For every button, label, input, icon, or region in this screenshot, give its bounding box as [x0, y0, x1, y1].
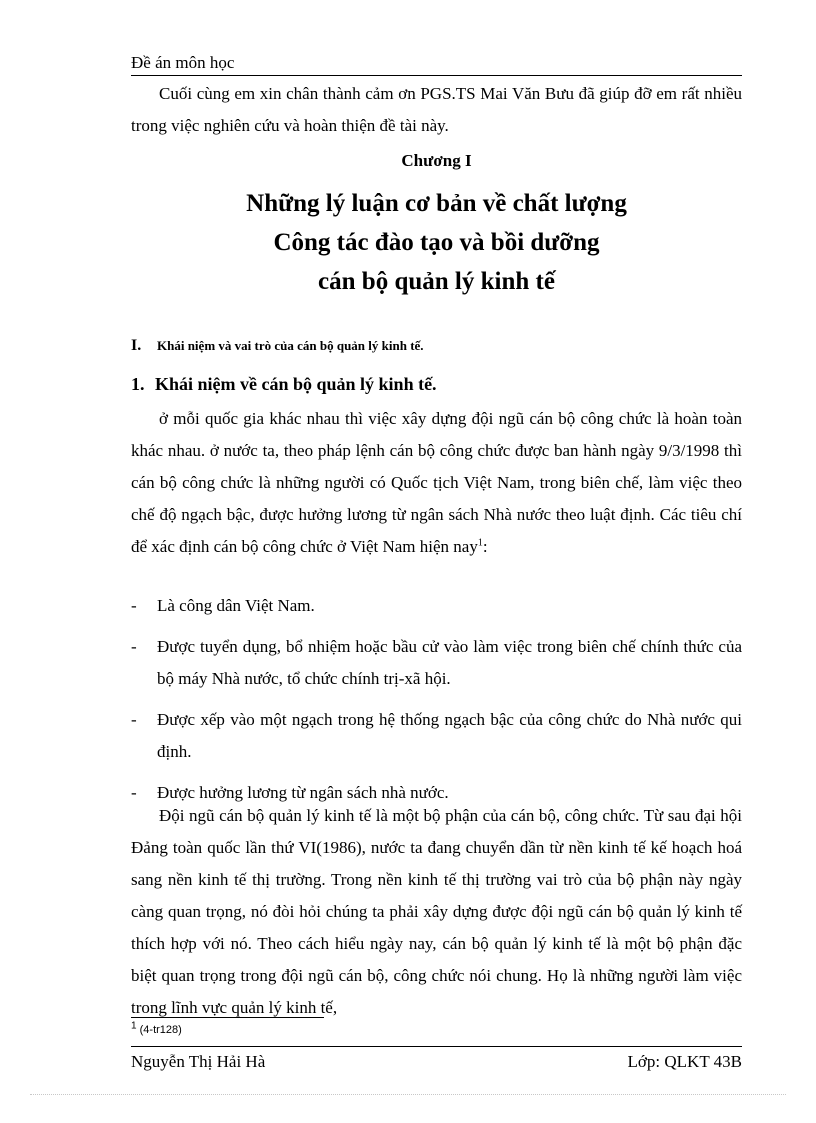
- list-item-text: Được xếp vào một ngạch trong hệ thống ngạch bậc của công chức do Nhà nước qui định.: [157, 710, 742, 761]
- list-dash: -: [131, 783, 137, 802]
- list-item-text: Được tuyển dụng, bổ nhiệm hoặc bầu cử vào làm việc trong biên chế chính thức của bộ máy Nhà nước, tổ chức chính trị-xã hội.: [157, 637, 742, 688]
- list-item-text: Được hưởng lương từ ngân sách nhà nước.: [157, 783, 449, 802]
- list-item: [131, 631, 742, 695]
- section-numbered-number: 1.: [131, 374, 145, 394]
- list-dash: -: [131, 637, 137, 656]
- paragraph-definition-trailing: :: [482, 537, 488, 556]
- footnote-number: 1: [131, 1020, 137, 1032]
- page-boundary: [30, 1094, 786, 1095]
- criteria-list: [131, 590, 742, 818]
- intro-paragraph: Cuối cùng em xin chân thành cảm ơn PGS.TS Mai Văn Bưu đã giúp đỡ em rất nhiều trong việc nghiên cứu và hoàn thiện đề tài này.: [131, 84, 742, 135]
- footnote-separator: [131, 1017, 324, 1018]
- footnote-reference[interactable]: 1: [477, 537, 483, 549]
- chapter-title: [131, 184, 742, 301]
- footer-class: Lớp: QLKT 43B: [627, 1052, 742, 1071]
- list-dash: -: [131, 710, 137, 729]
- list-item: [131, 590, 742, 622]
- page-footer: [131, 1046, 742, 1073]
- header-title: Đề án môn học: [131, 53, 235, 72]
- section-roman-text: Khái niệm và vai trò của cán bộ quản lý kinh tế.: [157, 338, 424, 353]
- footnote: [131, 1020, 182, 1037]
- footer-author: Nguyễn Thị Hải Hà: [131, 1052, 266, 1071]
- section-numbered-text: Khái niệm về cán bộ quản lý kinh tế.: [155, 374, 437, 394]
- chapter-title-line-3: cán bộ quản lý kinh tế: [318, 268, 555, 295]
- list-item-text: Là công dân Việt Nam.: [157, 596, 315, 615]
- list-dash: -: [131, 596, 137, 615]
- paragraph-definition-text: ở mỗi quốc gia khác nhau thì việc xây dựng đội ngũ cán bộ công chức là hoàn toàn khác nhau. ở nước ta, theo pháp lệnh cán bộ công chức được ban hành ngày 9/3/1998 thì cán bộ công chức là những người có Quốc tịch Việt Nam, trong biên chế, làm việc theo chế độ ngạch bậc, được hưởng lương từ ngân sách Nhà nước theo luật định. Các tiêu chí để xác định cán bộ công chức ở Việt Nam hiện nay: [131, 409, 742, 556]
- paragraph-definition: [131, 403, 742, 563]
- section-roman-number: I.: [131, 337, 142, 354]
- paragraph-economic-managers: Đội ngũ cán bộ quản lý kinh tế là một bộ phận của cán bộ, công chức. Từ sau đại hội Đảng toàn quốc lần thứ VI(1986), nước ta đang chuyển dần từ nền kinh tế kế hoạch hoá sang nền kinh tế thị trường. Trong nền kinh tế thị trường vai trò của bộ phận này ngày càng quan trọng, nó đòi hỏi chúng ta phải xây dựng được đội ngũ cán bộ quản lý kinh tế thích hợp với nó. Theo cách hiểu ngày nay, cán bộ quản lý kinh tế là một bộ phận đặc biệt quan trọng trong đội ngũ cán bộ, công chức nói chung. Họ là những người làm việc trong lĩnh vực quản lý kinh tế,: [131, 806, 742, 1017]
- section-heading-roman: [131, 336, 424, 356]
- chapter-title-line-2: Công tác đào tạo và bồi dưỡng: [273, 229, 600, 256]
- chapter-title-line-1: Những lý luận cơ bản về chất lượng: [246, 190, 627, 217]
- footnote-text: (4-tr128): [139, 1024, 182, 1036]
- list-item: [131, 704, 742, 768]
- section-heading-numbered: [131, 370, 437, 398]
- page-header: [131, 52, 742, 76]
- chapter-label: Chương I: [401, 151, 472, 170]
